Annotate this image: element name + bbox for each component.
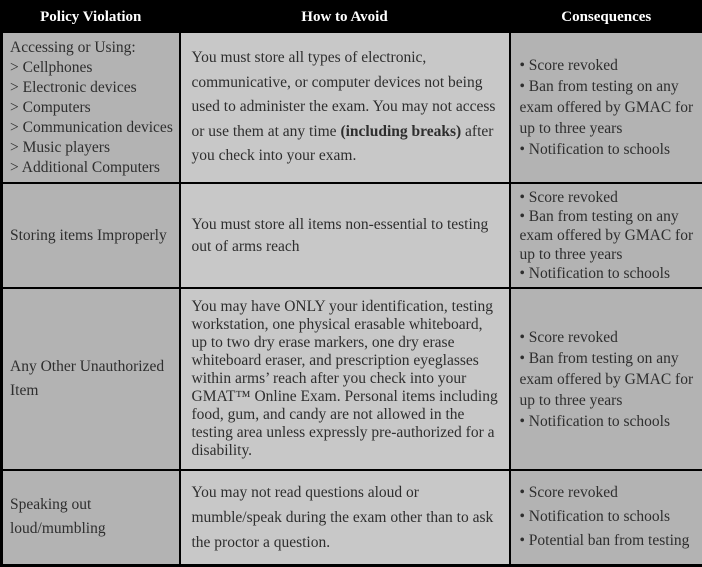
violation-item: > Cellphones	[10, 58, 175, 78]
consequence-item: • Score revoked	[520, 327, 699, 348]
cell-violation-accessing	[2, 32, 180, 183]
column-header-policy-violation: Policy Violation	[2, 2, 180, 33]
column-header-how-to-avoid: How to Avoid	[180, 2, 510, 33]
cell-avoid-unauthorized-item	[180, 288, 510, 470]
consequence-item: • Score revoked	[520, 188, 699, 207]
table-row	[2, 288, 702, 470]
cell-consequences-speaking	[510, 470, 702, 565]
cell-consequences-accessing	[510, 32, 702, 183]
violation-title: Any Other Unauthorized Item	[10, 358, 164, 399]
table-row	[2, 470, 702, 565]
consequence-item: • Notification to schools	[520, 505, 699, 529]
table-row	[2, 32, 702, 183]
cell-violation-storing	[2, 183, 180, 288]
cell-avoid-accessing	[180, 32, 510, 183]
violation-item: > Computers	[10, 98, 175, 118]
consequence-item: • Notification to schools	[520, 411, 699, 432]
avoid-text: You may have ONLY your identification, testing workstation, one physical erasable whiteboard, up to two dry erase markers, one dry erase whiteboard eraser, and prescription eyeglasses within arms’ reach after you check into your GMAT™ Online Exam. Personal items including food, gum, and candy are not allowed in the testing area unless expressly pre-authorized for a disability.	[192, 298, 498, 459]
consequence-item: • Ban from testing on any exam offered by GMAC for up to three years	[520, 348, 699, 411]
violation-item: > Additional Computers	[10, 158, 175, 178]
cell-violation-unauthorized-item	[2, 288, 180, 470]
avoid-text: You must store all items non-essential to testing out of arms reach	[192, 216, 489, 255]
violation-item: > Communication devices	[10, 118, 175, 138]
avoid-text: after you check into your exam.	[192, 123, 494, 165]
consequence-item: • Notification to schools	[520, 139, 699, 160]
avoid-text: You must store all types of electronic, communicative, or computer devices not being used to administer the exam. You may not access or use them at any time	[192, 49, 496, 140]
violation-item: > Electronic devices	[10, 78, 175, 98]
consequence-item: • Ban from testing on any exam offered by GMAC for up to three years	[520, 207, 699, 264]
cell-violation-speaking	[2, 470, 180, 565]
avoid-text: You may not read questions aloud or mumble/speak during the exam other than to ask the proctor a question.	[192, 484, 494, 551]
table-row	[2, 183, 702, 288]
cell-avoid-storing	[180, 183, 510, 288]
consequence-item: • Potential ban from testing	[520, 529, 699, 553]
consequence-item: • Score revoked	[520, 55, 699, 76]
column-header-consequences: Consequences	[510, 2, 702, 33]
violation-title: Storing items Improperly	[10, 227, 167, 244]
avoid-text-bold: (including breaks)	[340, 123, 461, 140]
header-row	[2, 2, 702, 33]
violation-item: > Music players	[10, 138, 175, 158]
consequence-item: • Notification to schools	[520, 264, 699, 283]
consequence-item: • Ban from testing on any exam offered by GMAC for up to three years	[520, 76, 699, 139]
violation-title: Accessing or Using:	[10, 38, 175, 58]
cell-consequences-unauthorized-item	[510, 288, 702, 470]
consequence-item: • Score revoked	[520, 481, 699, 505]
cell-avoid-speaking	[180, 470, 510, 565]
violation-title: Speaking out loud/mumbling	[10, 496, 106, 537]
cell-consequences-storing	[510, 183, 702, 288]
